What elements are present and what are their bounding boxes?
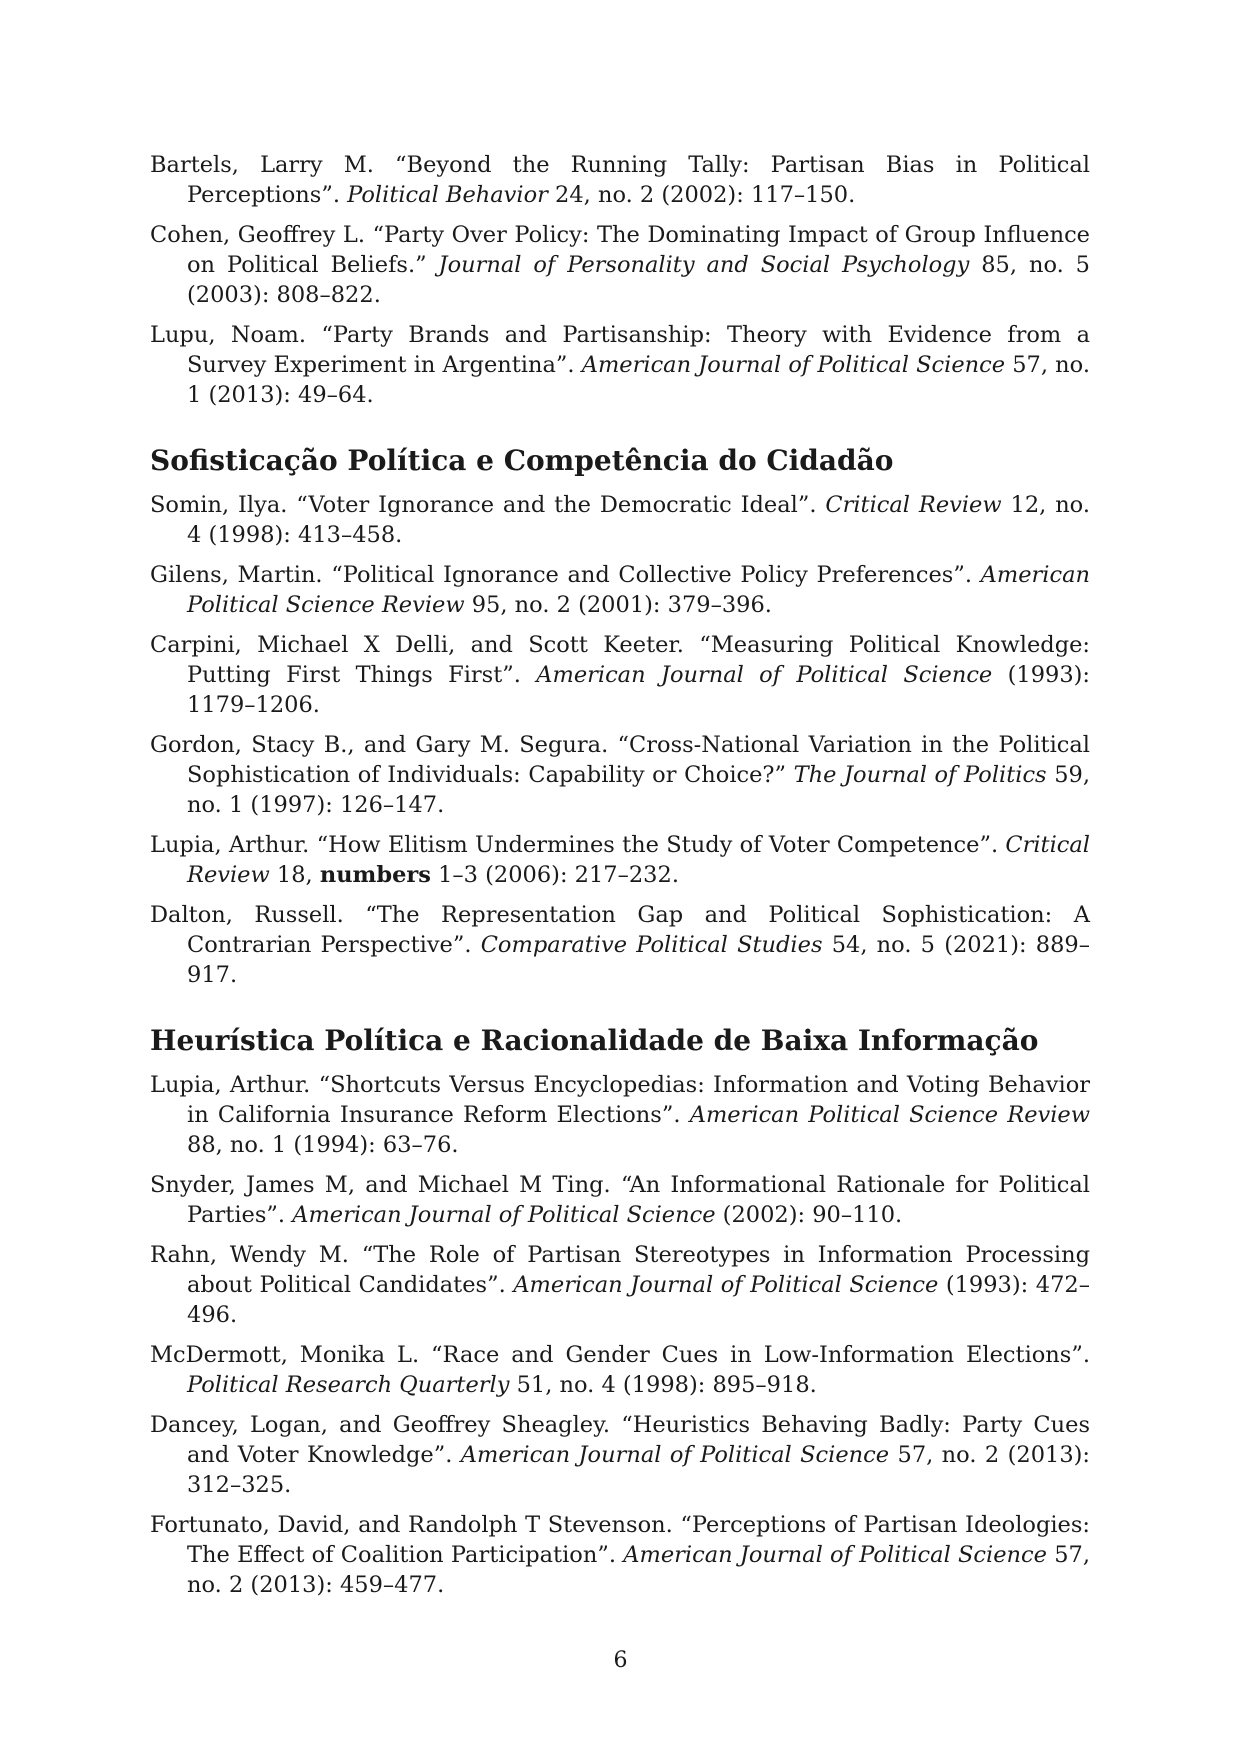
journal-title: Critical Review <box>187 832 1090 888</box>
reference-gilens-2001: Gilens, Martin. “Political Ignorance and Collective Policy Preferences”. American Political Science Review 95, no. 2 (2001): 379–396. <box>150 562 1090 618</box>
reference-lupia-2006: Lupia, Arthur. “How Elitism Undermines the Study of Voter Competence”. Critical Review 18, numbers 1–3 (2006): 217–232. <box>150 832 1090 888</box>
journal-title: American Journal of Political Science <box>536 662 993 688</box>
journal-title: Comparative Political Studies <box>480 932 823 958</box>
reference-dancey-2013: Dancey, Logan, and Geoffrey Sheagley. “Heuristics Behaving Badly: Party Cues and Voter Knowledge”. American Journal of Political Science 57, no. 2 (2013): 312–325. <box>150 1412 1091 1498</box>
reference-gordon-1997: Gordon, Stacy B., and Gary M. Segura. “Cross-National Variation in the Political Sophistication of Individuals: Capability or Choice?” The Journal of Politics 59, no. 1 (1997): 126–147. <box>150 732 1091 818</box>
journal-title: American Journal of Political Science <box>581 352 1006 378</box>
reference-lupia-1994: Lupia, Arthur. “Shortcuts Versus Encyclopedias: Information and Voting Behavior in California Insurance Reform Elections”. American Political Science Review 88, no. 1 (1994): 63–76. <box>150 1072 1090 1158</box>
journal-title: Critical Review <box>825 492 1002 518</box>
page-number: 6 <box>613 1648 628 1673</box>
journal-title: American Journal of Political Science <box>623 1542 1047 1568</box>
bibliography-page <box>150 150 1090 1610</box>
reference-group-sophistication <box>150 444 1090 990</box>
reference-lupu-2013: Lupu, Noam. “Party Brands and Partisanship: Theory with Evidence from a Survey Experiment in Argentina”. American Journal of Political Science 57, no. 1 (2013): 49–64. <box>150 322 1090 408</box>
reference-somin-1998: Somin, Ilya. “Voter Ignorance and the Democratic Ideal”. Critical Review 12, no. 4 (1998): 413–458. <box>150 492 1090 548</box>
journal-title: The Journal of Politics <box>793 762 1047 788</box>
bold-numbers-label: numbers <box>319 862 431 888</box>
reference-cohen-2003: Cohen, Geoffrey L. “Party Over Policy: The Dominating Impact of Group Influence on Political Beliefs.” Journal of Personality and Social Psychology 85, no. 5 (2003): 808–822. <box>150 222 1090 308</box>
journal-title: Political Research Quarterly <box>187 1372 510 1398</box>
reference-snyder-2002: Snyder, James M, and Michael M Ting. “An Informational Rationale for Political Parties”. American Journal of Political Science (2002): 90–110. <box>150 1172 1090 1228</box>
reference-carpini-1993: Carpini, Michael X Delli, and Scott Keeter. “Measuring Political Knowledge: Putting First Things First”. American Journal of Political Science (1993): 1179–1206. <box>150 632 1090 718</box>
reference-fortunato-2013: Fortunato, David, and Randolph T Stevenson. “Perceptions of Partisan Ideologies: The Effect of Coalition Participation”. American Journal of Political Science 57, no. 2 (2013): 459–477. <box>150 1512 1091 1598</box>
section-heading: Sofisticação Política e Competência do Cidadão <box>150 444 894 477</box>
reference-dalton-2021: Dalton, Russell. “The Representation Gap and Political Sophistication: A Contrarian Perspective”. Comparative Political Studies 54, no. 5 (2021): 889–917. <box>150 902 1090 988</box>
journal-title: American Journal of Political Science <box>460 1442 890 1468</box>
journal-title: American Political Science Review <box>689 1102 1090 1128</box>
reference-bartels-2002: Bartels, Larry M. “Beyond the Running Tally: Partisan Bias in Political Perceptions”. Political Behavior 24, no. 2 (2002): 117–150. <box>150 152 1090 208</box>
journal-title: American Journal of Political Science <box>513 1272 939 1298</box>
reference-rahn-1993: Rahn, Wendy M. “The Role of Partisan Stereotypes in Information Processing about Political Candidates”. American Journal of Political Science (1993): 472–496. <box>150 1242 1090 1328</box>
journal-title: Political Behavior <box>347 182 548 208</box>
section-heading: Heurística Política e Racionalidade de Baixa Informação <box>150 1024 1039 1057</box>
journal-title: American Journal of Political Science <box>292 1202 716 1228</box>
reference-group-heuristics <box>150 1024 1090 1600</box>
journal-title: American Political Science Review <box>187 562 1090 618</box>
reference-group-partisanship <box>150 150 1090 410</box>
reference-mcdermott-1998: McDermott, Monika L. “Race and Gender Cues in Low-Information Elections”. Political Research Quarterly 51, no. 4 (1998): 895–918. <box>150 1342 1090 1398</box>
journal-title: Journal of Personality and Social Psychology <box>438 252 970 278</box>
